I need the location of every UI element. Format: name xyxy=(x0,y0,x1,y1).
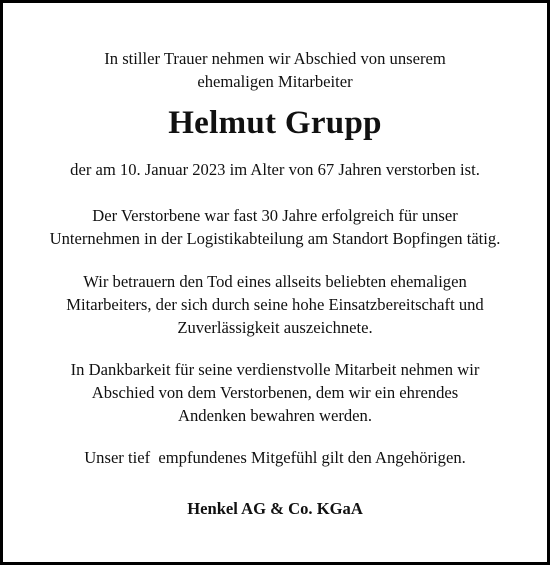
intro-line: ehemaligen Mitarbeiter xyxy=(197,72,353,91)
death-date-text: der am 10. Januar 2023 im Alter von 67 Jahren verstorben ist. xyxy=(70,160,480,179)
intro-line: In stiller Trauer nehmen wir Abschied von unserem xyxy=(104,49,446,68)
company-signature: Henkel AG & Co. KGaA xyxy=(187,499,363,518)
paragraph-line: Andenken bewahren werden. xyxy=(178,406,372,425)
paragraph-line: In Dankbarkeit für seine verdienstvolle Mitarbeit nehmen wir xyxy=(70,360,480,379)
intro-text xyxy=(3,47,547,93)
paragraph-line: Unternehmen in der Logistikabteilung am Standort Bopfingen tätig. xyxy=(49,229,501,248)
condolence-line xyxy=(3,446,547,469)
service-paragraph xyxy=(3,204,547,250)
paragraph-line: Zuverlässigkeit auszeichnete. xyxy=(177,318,373,337)
deceased-name: Helmut Grupp xyxy=(168,105,382,141)
paragraph-line: Mitarbeiters, der sich durch seine hohe Einsatzbereitschaft und xyxy=(66,295,484,314)
paragraph-line: Abschied von dem Verstorbenen, dem wir ein ehrendes xyxy=(91,383,459,402)
gratitude-paragraph xyxy=(3,358,547,427)
paragraph-line: Wir betrauern den Tod eines allseits beliebten ehemaligen xyxy=(83,272,467,291)
death-date-line xyxy=(3,158,547,181)
tribute-paragraph xyxy=(3,270,547,339)
condolence-text: Unser tief empfundenes Mitgefühl gilt den Angehörigen. xyxy=(84,448,466,467)
paragraph-line: Der Verstorbene war fast 30 Jahre erfolgreich für unser xyxy=(92,206,458,225)
